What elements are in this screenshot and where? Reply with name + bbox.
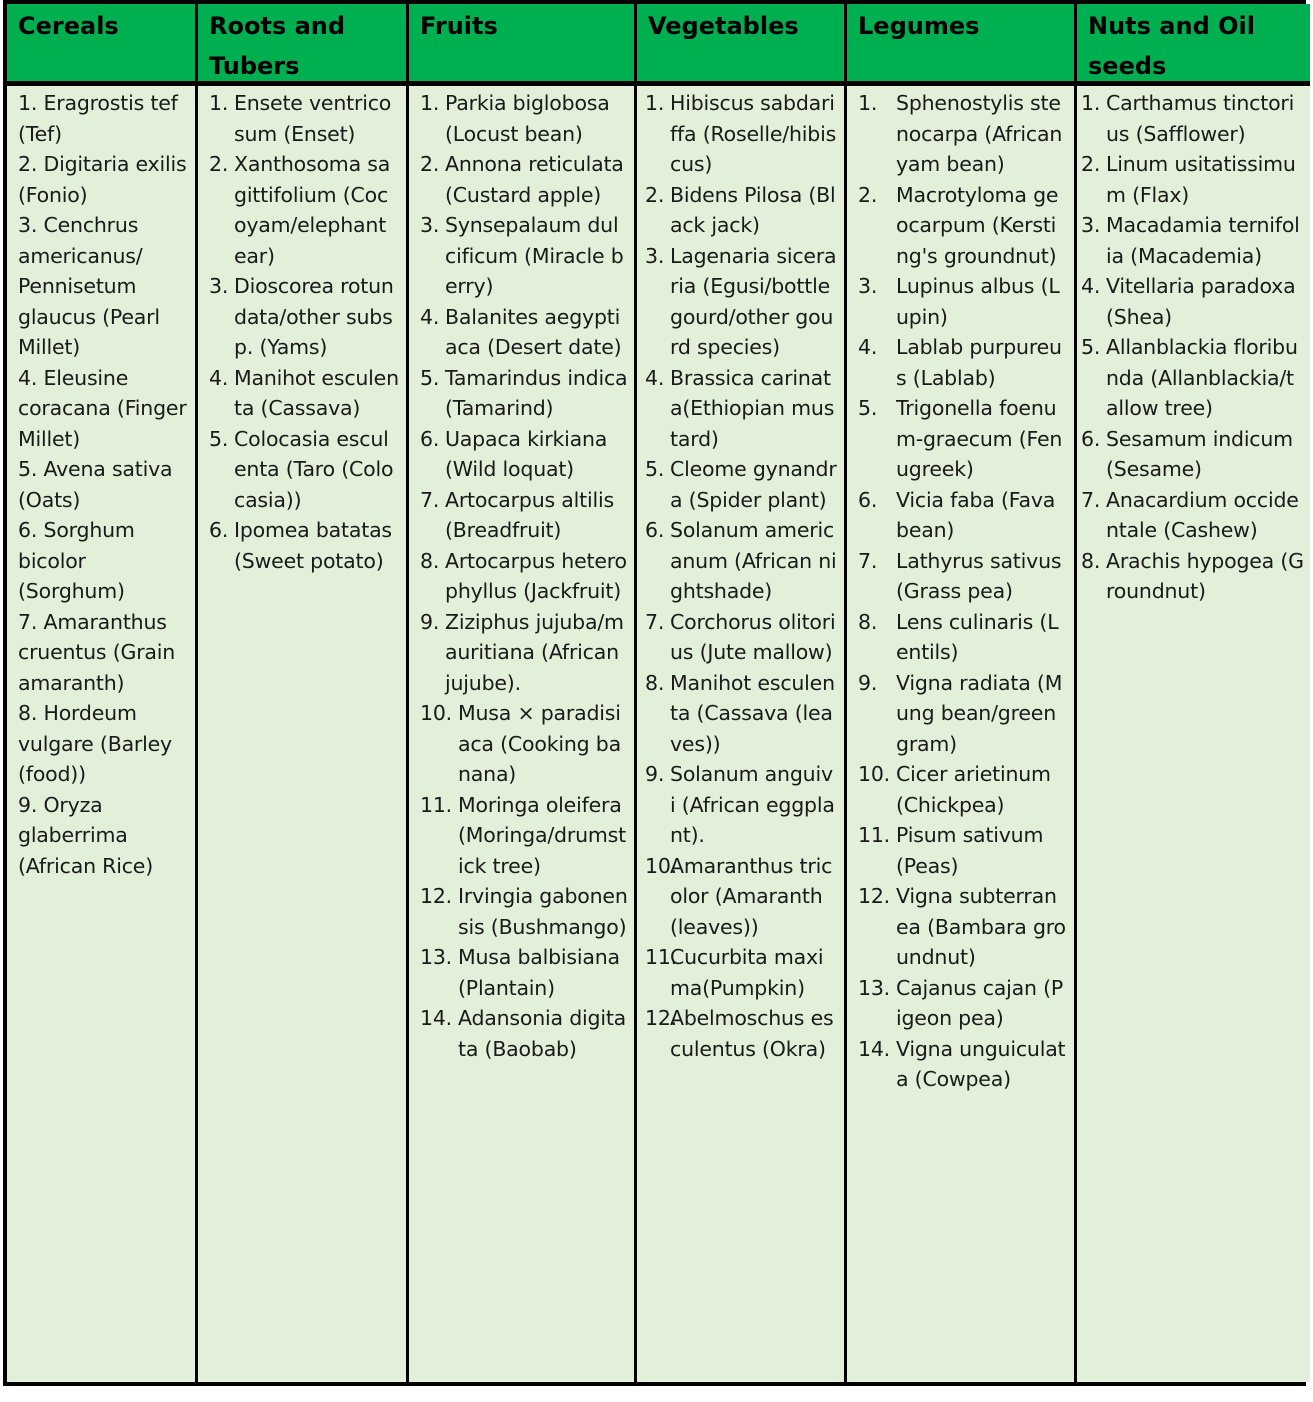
list-item	[858, 881, 1068, 973]
item-text: Synsepalaum dulcificum (Miracle berry)	[445, 213, 624, 298]
item-number: 8.	[645, 670, 665, 695]
header-vegetables: Vegetables	[637, 4, 847, 86]
item-number: 5.	[1081, 335, 1101, 359]
list-item	[858, 668, 1068, 760]
item-text: Hibiscus sabdariffa (Roselle/hibiscus)	[670, 91, 837, 176]
fruits-list	[420, 88, 628, 1064]
item-number: 5.	[858, 396, 878, 420]
item-text: Balanites aegyptiaca (Desert date)	[445, 304, 622, 359]
item-number: 13.	[420, 945, 453, 969]
item-text: Vigna unguiculata (Cowpea)	[896, 1036, 1066, 1091]
list-item	[645, 241, 838, 363]
list-item	[858, 1034, 1068, 1095]
item-number: 10.	[420, 701, 453, 725]
item-number: 9.	[18, 792, 38, 817]
item-number: 3.	[858, 274, 878, 298]
item-text: Lupinus albus (Lupin)	[896, 274, 1060, 329]
item-number: 2.	[209, 152, 229, 176]
item-text: Moringa oleifera (Moringa/drumstick tree)	[458, 792, 626, 878]
item-text: Colocasia esculenta (Taro (Colocasia))	[234, 426, 394, 512]
item-text: Ziziphus jujuba/mauritiana (African jujube).	[445, 609, 624, 695]
list-item	[420, 607, 628, 699]
header-cereals: Cereals	[7, 4, 198, 86]
list-item	[420, 698, 628, 790]
item-text: Oryza glaberrima (African Rice)	[18, 792, 153, 878]
item-text: Cajanus cajan (Pigeon pea)	[896, 975, 1064, 1030]
item-number: 8.	[858, 609, 878, 634]
item-number: 1.	[209, 91, 229, 115]
item-text: Lens culinaris (Lentils)	[896, 609, 1059, 664]
column-fruits	[409, 86, 637, 1382]
column-legumes	[847, 86, 1077, 1382]
item-text: Macrotyloma geocarpum (Kersting's groundnut)	[896, 182, 1059, 268]
column-roots-and-tubers	[198, 86, 409, 1382]
item-text: Lathyrus sativus (Grass pea)	[896, 548, 1062, 603]
item-number: 3.	[420, 213, 440, 237]
list-item	[18, 210, 189, 363]
item-number: 7.	[858, 548, 878, 573]
item-number: 11.	[858, 823, 891, 847]
column-vegetables	[637, 86, 847, 1382]
list-item	[420, 302, 628, 363]
item-text: Lablab purpureus (Lablab)	[896, 335, 1062, 390]
list-item	[18, 454, 189, 515]
column-nuts-and-oil-seeds	[1077, 86, 1310, 1382]
item-text: Avena sativa (Oats)	[18, 457, 173, 512]
item-text: Parkia biglobosa (Locust bean)	[445, 91, 610, 146]
item-number: 1.	[18, 91, 38, 115]
item-number: 7.	[645, 609, 665, 634]
header-legumes: Legumes	[847, 4, 1077, 86]
list-item	[645, 454, 838, 515]
item-number: 12.	[645, 1006, 678, 1030]
list-item	[420, 1003, 628, 1064]
item-number: 3.	[209, 274, 229, 298]
list-item	[645, 942, 838, 1003]
item-number: 5.	[18, 457, 38, 481]
list-item	[1081, 271, 1304, 332]
item-text: Trigonella foenum-graecum (Fenugreek)	[896, 396, 1063, 481]
item-text: Bidens Pilosa (Black jack)	[670, 182, 836, 237]
item-text: Pisum sativum (Peas)	[896, 823, 1044, 878]
item-text: Ensete ventricosum (Enset)	[234, 91, 392, 146]
item-text: Artocarpus heterophyllus (Jackfruit)	[445, 548, 627, 603]
item-text: Uapaca kirkiana (Wild loquat)	[445, 426, 608, 481]
nuts-list	[1081, 88, 1304, 607]
list-item	[645, 515, 838, 607]
item-text: Digitaria exilis (Fonio)	[18, 152, 187, 207]
item-number: 6.	[1081, 426, 1101, 451]
list-item	[645, 851, 838, 943]
list-item	[209, 271, 400, 363]
item-text: Eragrostis tef (Tef)	[18, 91, 178, 146]
list-item	[209, 88, 400, 149]
item-number: 9.	[858, 670, 878, 695]
list-item	[858, 180, 1068, 272]
item-number: 12.	[858, 884, 891, 908]
item-number: 2.	[858, 182, 878, 207]
item-number: 7.	[1081, 487, 1101, 512]
item-number: 5.	[420, 365, 440, 390]
list-item	[645, 88, 838, 180]
item-number: 5.	[645, 457, 665, 481]
list-item	[18, 149, 189, 210]
column-cereals	[7, 86, 198, 1382]
item-text: Hordeum vulgare (Barley (food))	[18, 701, 172, 786]
vegetables-list	[645, 88, 838, 1064]
item-text: Cenchrus americanus/ Pennisetum glaucus (Pearl Millet)	[18, 213, 160, 359]
item-text: Vigna subterranea (Bambara groundnut)	[896, 884, 1066, 969]
item-number: 7.	[18, 609, 38, 634]
item-text: Vitellaria paradoxa (Shea)	[1106, 274, 1296, 329]
item-text: Corchorus olitorius (Jute mallow)	[670, 609, 836, 664]
item-number: 13.	[858, 975, 891, 1000]
list-item	[1081, 332, 1304, 424]
list-item	[1081, 485, 1304, 546]
list-item	[420, 790, 628, 882]
item-text: Cicer arietinum (Chickpea)	[896, 762, 1051, 817]
item-text: Musa × paradisiaca (Cooking banana)	[458, 701, 621, 786]
list-item	[18, 88, 189, 149]
item-number: 6.	[858, 487, 878, 512]
item-number: 9.	[645, 762, 665, 786]
item-number: 2.	[420, 152, 440, 176]
list-item	[1081, 546, 1304, 607]
item-text: Irvingia gabonensis (Bushmango)	[458, 884, 628, 939]
list-item	[420, 210, 628, 302]
item-text: Sorghum bicolor (Sorghum)	[18, 518, 135, 603]
item-text: Eleusine coracana (Finger Millet)	[18, 365, 187, 451]
list-item	[420, 546, 628, 607]
item-text: Abelmoschus esculentus (Okra)	[670, 1006, 834, 1061]
item-text: Manihot esculenta (Cassava (leaves))	[670, 670, 835, 756]
item-number: 1.	[420, 91, 440, 115]
item-number: 6.	[420, 426, 440, 451]
list-item	[858, 759, 1068, 820]
list-item	[858, 546, 1068, 607]
item-text: Lagenaria siceraria (Egusi/bottle gourd/other gourd species)	[670, 243, 837, 359]
list-item	[420, 424, 628, 485]
item-number: 9.	[420, 609, 440, 634]
item-number: 10.	[645, 853, 678, 878]
list-item	[858, 973, 1068, 1034]
item-text: Solanum anguivi (African eggplant).	[670, 762, 835, 847]
item-text: Solanum americanum (African nightshade)	[670, 518, 837, 603]
list-item	[1081, 424, 1304, 485]
item-number: 4.	[1081, 274, 1101, 298]
item-text: Manihot esculenta (Cassava)	[234, 365, 399, 420]
list-item	[645, 363, 838, 455]
item-number: 8.	[420, 548, 440, 573]
list-item	[645, 180, 838, 241]
crop-table	[3, 0, 1306, 1386]
item-text: Linum usitatissimum (Flax)	[1106, 152, 1296, 207]
item-text: Vicia faba (Fava bean)	[896, 487, 1056, 542]
item-text: Adansonia digitata (Baobab)	[458, 1006, 627, 1061]
item-number: 8.	[1081, 548, 1101, 573]
item-text: Allanblackia floribunda (Allanblackia/tallow tree)	[1106, 335, 1298, 420]
item-text: Amaranthus tricolor (Amaranth (leaves))	[670, 853, 833, 939]
list-item	[420, 149, 628, 210]
item-text: Sphenostylis stenocarpa (African yam bean)	[896, 91, 1063, 176]
item-text: Carthamus tinctorius (Safflower)	[1106, 91, 1295, 146]
list-item	[209, 363, 400, 424]
item-number: 1.	[1081, 91, 1101, 115]
item-text: Dioscorea rotundata/other subsp. (Yams)	[234, 274, 394, 359]
item-number: 6.	[645, 518, 665, 542]
item-number: 11.	[645, 945, 678, 969]
list-item	[18, 698, 189, 790]
item-text: Cleome gynandra (Spider plant)	[670, 457, 837, 512]
list-item	[1081, 149, 1304, 210]
list-item	[420, 881, 628, 942]
list-item	[645, 1003, 838, 1064]
item-number: 2.	[18, 152, 38, 176]
item-text: Arachis hypogea (Groundnut)	[1106, 548, 1304, 603]
item-text: Sesamum indicum (Sesame)	[1106, 426, 1293, 481]
list-item	[858, 88, 1068, 180]
list-item	[209, 424, 400, 516]
item-text: Artocarpus altilis (Breadfruit)	[445, 487, 614, 542]
list-item	[858, 332, 1068, 393]
item-number: 1.	[858, 91, 878, 115]
item-number: 10.	[858, 762, 891, 786]
item-number: 7.	[420, 487, 440, 512]
list-item	[18, 363, 189, 455]
item-number: 12.	[420, 884, 453, 908]
list-item	[858, 607, 1068, 668]
list-item	[18, 515, 189, 607]
item-number: 4.	[645, 365, 665, 390]
item-number: 4.	[18, 365, 38, 390]
item-number: 3.	[18, 213, 38, 237]
item-text: Xanthosoma sagittifolium (Cocoyam/elephant ear)	[234, 152, 391, 268]
list-item	[645, 668, 838, 760]
list-item	[858, 820, 1068, 881]
item-number: 1.	[645, 91, 665, 115]
list-item	[209, 149, 400, 271]
item-number: 11.	[420, 792, 453, 817]
item-number: 8.	[18, 701, 38, 725]
list-item	[18, 607, 189, 699]
item-number: 2.	[645, 182, 665, 207]
list-item	[858, 271, 1068, 332]
item-text: Musa balbisiana (Plantain)	[458, 945, 620, 1000]
item-text: Ipomea batatas (Sweet potato)	[234, 518, 392, 573]
list-item	[645, 759, 838, 851]
item-text: Tamarindus indica (Tamarind)	[445, 365, 628, 420]
item-number: 4.	[858, 335, 878, 359]
item-number: 6.	[18, 518, 38, 542]
list-item	[420, 485, 628, 546]
list-item	[420, 363, 628, 424]
item-number: 14.	[420, 1006, 453, 1030]
item-text: Macadamia ternifolia (Macademia)	[1106, 213, 1300, 268]
item-number: 4.	[209, 365, 229, 390]
list-item	[1081, 210, 1304, 271]
list-item	[1081, 88, 1304, 149]
header-roots-and-tubers: Roots and Tubers	[198, 4, 409, 86]
list-item	[420, 942, 628, 1003]
item-number: 2.	[1081, 152, 1101, 176]
list-item	[18, 790, 189, 882]
cereals-list	[18, 88, 189, 881]
item-text: Annona reticulata (Custard apple)	[445, 152, 624, 207]
item-text: Vigna radiata (Mung bean/green gram)	[896, 670, 1063, 756]
list-item	[420, 88, 628, 149]
list-item	[645, 607, 838, 668]
item-text: Amaranthus cruentus (Grain amaranth)	[18, 609, 176, 695]
item-number: 5.	[209, 426, 229, 451]
header-nuts-and-oil-seeds: Nuts and Oil seeds	[1077, 4, 1310, 86]
list-item	[858, 393, 1068, 485]
list-item	[858, 485, 1068, 546]
item-text: Cucurbita maxima(Pumpkin)	[670, 945, 824, 1000]
legumes-list	[858, 88, 1068, 1095]
item-number: 6.	[209, 518, 229, 542]
roots-list	[209, 88, 400, 576]
list-item	[209, 515, 400, 576]
item-number: 4.	[420, 304, 440, 329]
item-number: 14.	[858, 1036, 891, 1061]
header-fruits: Fruits	[409, 4, 637, 86]
item-text: Anacardium occidentale (Cashew)	[1106, 487, 1299, 542]
item-number: 3.	[645, 243, 665, 268]
item-number: 3.	[1081, 213, 1101, 237]
item-text: Brassica carinata(Ethiopian mustard)	[670, 365, 835, 451]
